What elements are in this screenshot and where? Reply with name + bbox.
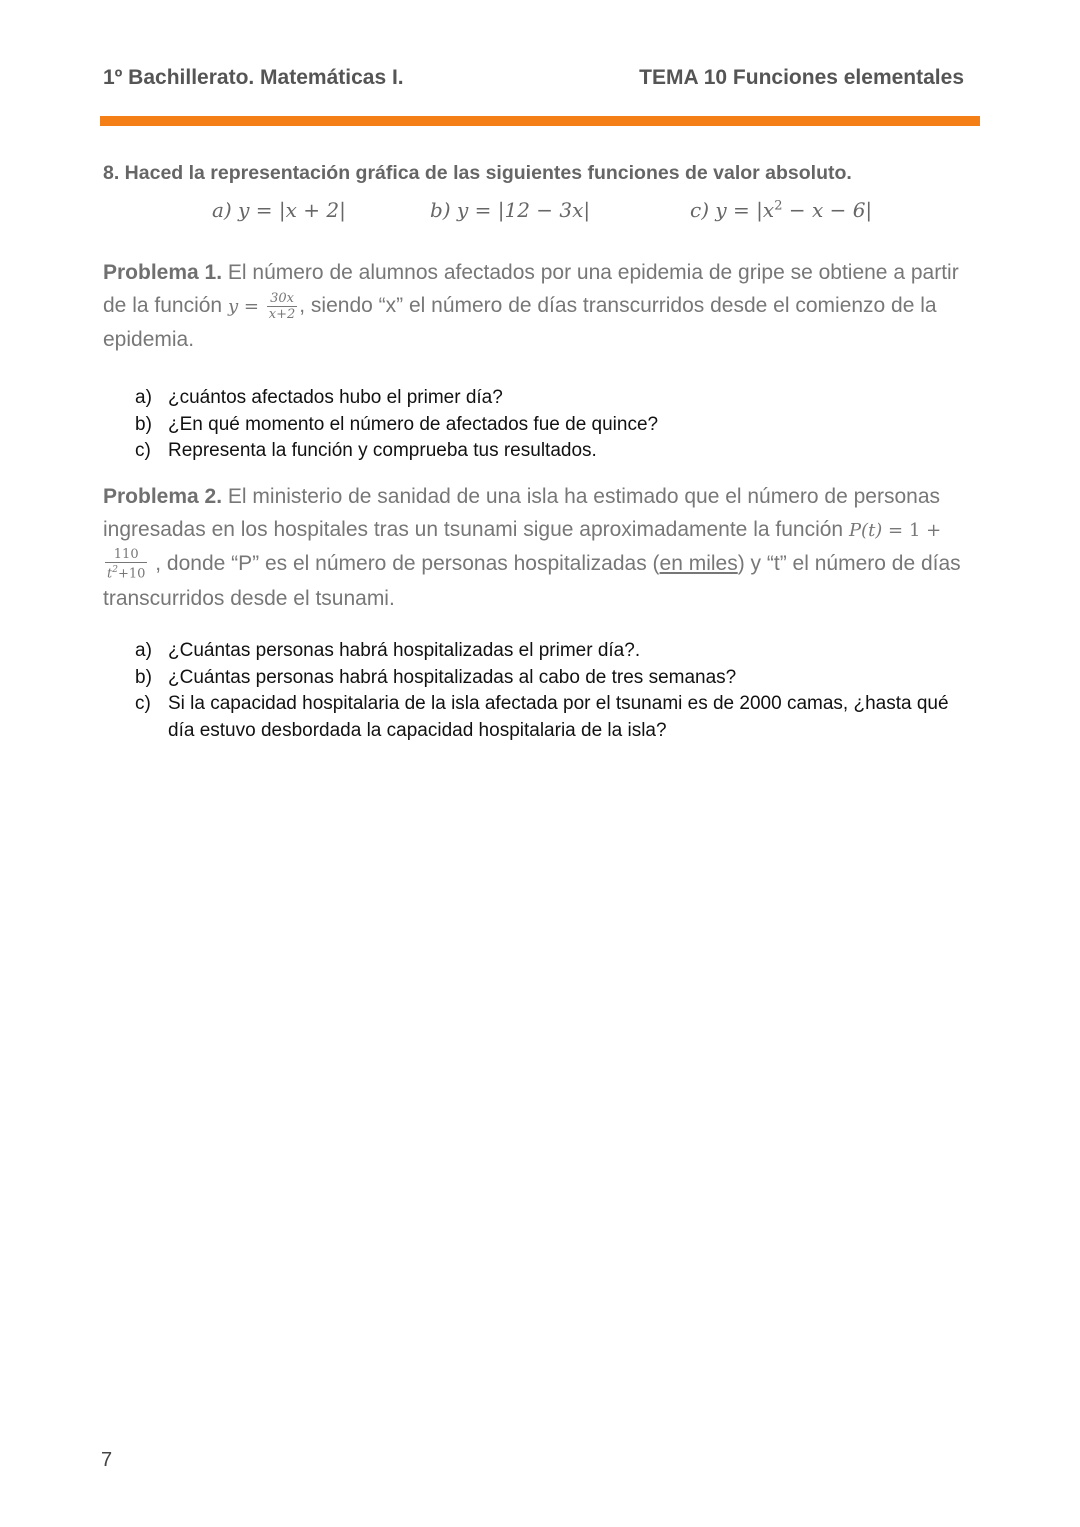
question-text: ¿En qué momento el número de afectados fue de quince? <box>168 413 659 435</box>
denominator-exponent: 2 <box>112 565 118 576</box>
question-letter: b) <box>135 666 152 688</box>
header-divider-bar <box>100 116 980 126</box>
question-letter: a) <box>135 640 152 661</box>
formula-label: b) <box>430 198 451 222</box>
question-text: Representa la función y comprueba tus resultados. <box>168 440 597 461</box>
problem-1-formula-lhs: y = <box>227 296 259 317</box>
question-text: ¿Cuántas personas habrá hospitalizadas el primer día?. <box>168 640 641 661</box>
list-item <box>135 385 975 412</box>
formula-exponent: 2 <box>774 198 783 214</box>
list-item <box>135 412 975 439</box>
problem-2-underlined-unit: en miles <box>659 552 738 575</box>
problem-2-text: El ministerio de sanidad de una isla ha estimado que el número de personas ingresadas en los hospitales tras un tsunami sigue aproximadamente la función <box>103 485 940 541</box>
formula-expression: |x + 2| <box>278 198 346 222</box>
formula-expression-end: − x − 6| <box>782 198 873 222</box>
header-topic-title: TEMA 10 Funciones elementales <box>639 66 964 89</box>
fraction-denominator: x+2 <box>268 306 296 322</box>
problem-1-statement <box>103 256 983 356</box>
denominator-constant: +10 <box>117 566 146 582</box>
fraction-numerator: 30x <box>267 291 298 307</box>
formula-lhs: y = <box>715 198 750 222</box>
formula-b <box>430 198 590 222</box>
formula-label: a) <box>212 198 232 222</box>
problem-1-fraction <box>267 291 298 322</box>
problem-1-text-continued: , siendo “x” el número de días transcurridos desde el comienzo de la epidemia. <box>103 294 937 351</box>
denominator-variable: t <box>107 566 113 582</box>
exercise-8-title: 8. Haced la representación gráfica de las siguientes funciones de valor absoluto. <box>103 162 852 184</box>
formula-lhs: y = <box>238 198 273 222</box>
problem-1-text: El número de alumnos afectados por una epidemia de gripe se obtiene a partir de la función <box>103 261 959 317</box>
header-course-title: 1º Bachillerato. Matemáticas I. <box>103 66 404 89</box>
problem-2-questions <box>135 638 975 744</box>
formula-label: c) <box>690 198 710 222</box>
list-item <box>135 438 975 465</box>
list-item <box>135 638 975 665</box>
formula-a <box>212 198 346 222</box>
list-item <box>135 691 975 744</box>
problem-2-title: Problema 2. <box>103 485 223 508</box>
question-letter: b) <box>135 413 152 435</box>
formula-c <box>690 198 872 222</box>
formula-expression: |12 − 3x| <box>497 198 591 222</box>
question-text: ¿cuántos afectados hubo el primer día? <box>168 387 503 408</box>
question-letter: c) <box>135 440 151 461</box>
problem-1-questions <box>135 385 975 465</box>
formula-expression-start: |x <box>756 198 775 222</box>
problem-1-title: Problema 1. <box>103 261 223 284</box>
question-letter: c) <box>135 693 151 714</box>
problem-2-formula-lhs: P(t) = <box>848 520 904 541</box>
question-letter: a) <box>135 387 152 408</box>
problem-2-text-end: ) y “t” el número de días transcurridos desde el tsunami. <box>103 552 961 610</box>
problem-2-fraction <box>105 547 147 581</box>
question-text: ¿Cuántas personas habrá hospitalizadas al cabo de tres semanas? <box>168 666 737 688</box>
problem-2-formula-constant: 1 + <box>908 520 942 541</box>
question-text: Si la capacidad hospitalaria de la isla afectada por el tsunami es de 2000 camas, ¿hasta qué día estuvo desbordada la capacidad hospitalaria de la isla? <box>168 693 949 741</box>
page-number: 7 <box>101 1449 113 1471</box>
fraction-denominator <box>105 563 147 581</box>
problem-2-text-continued: , donde “P” es el número de personas hospitalizadas ( <box>149 552 660 575</box>
formula-lhs: y = <box>456 198 492 222</box>
list-item <box>135 665 975 692</box>
fraction-numerator: 110 <box>105 547 147 563</box>
problem-2-statement <box>103 480 983 615</box>
